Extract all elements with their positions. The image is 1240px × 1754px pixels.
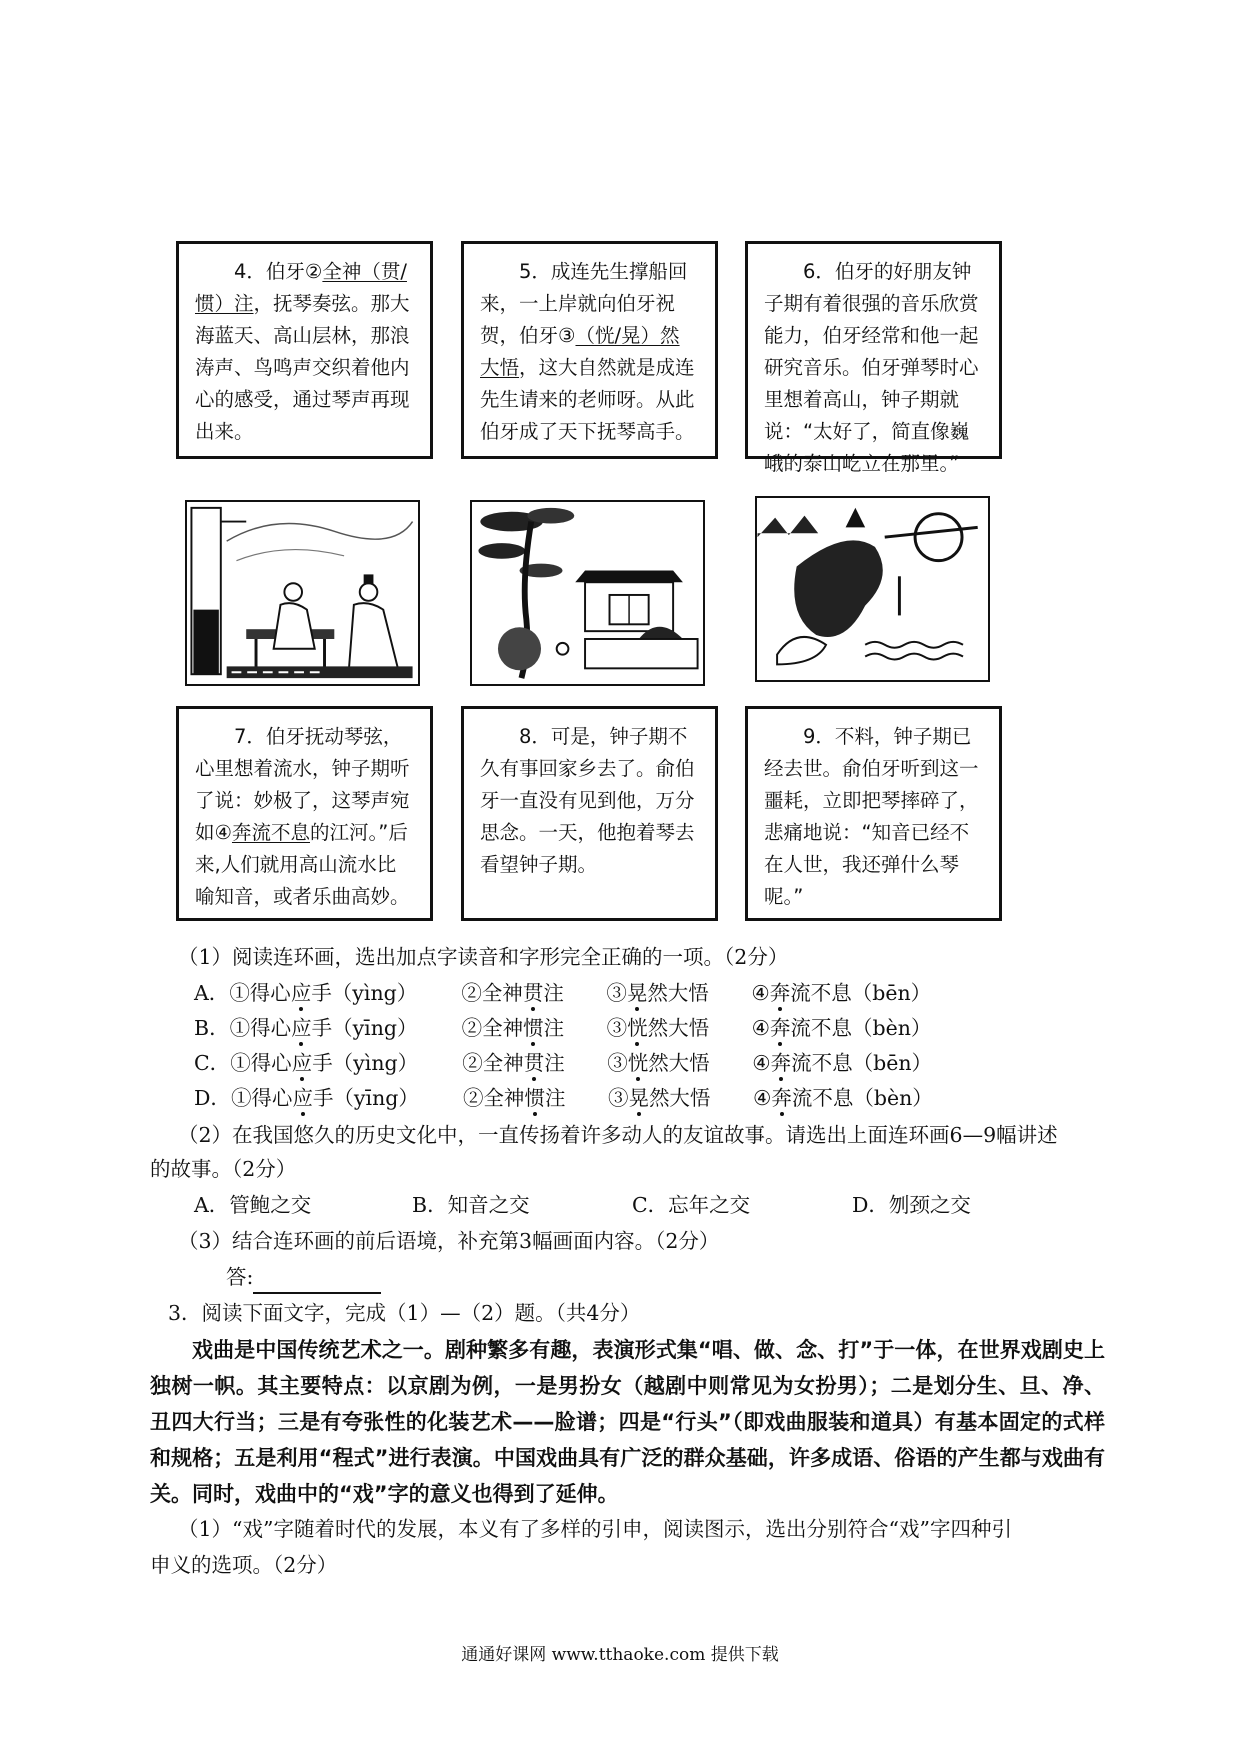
q2-option-d[interactable]: D．刎颈之交 [852,1193,971,1217]
opt-part: ③ [606,1016,628,1040]
illustration-two-scholars-playing-qin [185,500,420,686]
panel-text-pre: 8．可是，钟子期不久有事回家乡去了。俞伯牙一直没有见到他，万分思念。一天，他抱着琴去看望钟子期。 [480,725,695,876]
section3-subq1-line2: 申义的选项。（2分） [150,1553,338,1577]
comic-panel-6 [745,241,1002,475]
dotted-char: 惯 [523,1016,544,1040]
q3-answer-line [226,1260,381,1294]
option-letter: A． [194,981,230,1005]
q2-option-c[interactable]: C．忘年之交 [632,1193,751,1217]
pine-house-drawing [472,502,703,684]
dotted-char: 应 [290,981,312,1005]
panel-text-pre: 9．不料，钟子期已经去世。俞伯牙听到这一噩耗，立即把琴摔碎了，悲痛地说：“知音已经不在人世，我还弹什么琴呢。” [764,725,979,908]
dotted-char: 恍 [627,1051,649,1075]
dotted-char: 晃 [626,981,648,1005]
opt-part: 流不息（bēn） [791,1051,933,1075]
q1-option-c[interactable] [194,1046,932,1080]
comic-panel-9 [745,706,1002,921]
cliff-sun-drawing [757,498,988,680]
opt-part: 手（yìng） [311,981,418,1005]
opt-part: 然大悟 [648,1051,710,1075]
q2-stem-line2: 的故事。（2分） [150,1157,297,1181]
panel-text-post: ，抚琴奏弦。那大海蓝天、高山层林，那浪涛声、鸟鸣声交织着他内心的感受，通过琴声再现出来。 [195,292,410,443]
opt-part: ④ [751,1016,770,1040]
option-letter: B． [194,1016,230,1040]
opt-part: 注 [543,981,564,1005]
q1-option-d[interactable] [194,1081,933,1115]
q1-stem: （1）阅读连环画，选出加点字读音和字形完全正确的一项。（2分） [178,945,789,969]
dotted-char: 奔 [771,1086,792,1110]
opt-part: 注 [544,1051,565,1075]
q3-stem: （3）结合连环画的前后语境，补充第3幅画面内容。（2分） [178,1229,720,1253]
illustration-cliff-and-sun [755,496,990,682]
panel-text-pre: 5．成连先生撑船回来，一上岸就向伯牙祝贺，伯牙③ [480,260,688,347]
opt-part: 手（yīng） [312,1086,419,1110]
panel-text-underlined: （恍/晃）然大悟 [480,324,680,379]
option-letter: D． [194,1086,231,1110]
section3-subq1-line1: （1）“戏”字随着时代的发展，本义有了多样的引申，阅读图示，选出分别符合“戏”字四种引 [178,1517,1012,1541]
panel-text-pre: 6．伯牙的好朋友钟子期有着很强的音乐欣赏能力，伯牙经常和他一起研究音乐。伯牙弹琴时心里想着高山，钟子期就说：“太好了，简直像巍峨的泰山屹立在那里。” [764,260,979,475]
opt-part: 然大悟 [648,1086,711,1110]
dotted-char: 奔 [770,1051,792,1075]
opt-part: ①得心 [229,981,291,1005]
panel-text-underlined: 奔流不息 [231,821,310,844]
section3-title: 3．阅读下面文字，完成（1）—（2）题。（共4分） [168,1301,641,1325]
opt-part: ①得心 [230,1051,292,1075]
opt-part: ②全神 [461,981,523,1005]
q2-option-b[interactable]: B．知音之交 [412,1193,530,1217]
section3-paragraph: 戏曲是中国传统艺术之一。剧种繁多有趣，表演形式集“唱、做、念、打”于一体，在世界戏剧史上独树一帜。其主要特点：以京剧为例，一是男扮女（越剧中则常见为女扮男）；二是划分生、旦、净、丑四大行当；三是有夸张性的化装艺术——脸谱；四是“行头”（即戏曲服装和道具）有基本固定的式样和规格；五是利用“程式”进行表演。中国戏曲具有广泛的群众基础，许多成语、俗语的产生都与戏曲有关。同时，戏曲中的“戏”字的意义也得到了延伸。 [150,1338,1105,1506]
opt-part: ②全神 [461,1016,524,1040]
panel-text-pre: 4．伯牙② [234,260,323,283]
opt-part: ④ [751,981,770,1005]
opt-part: 然大悟 [647,1016,710,1040]
option-letter: C． [194,1051,231,1075]
opt-part: 流不息（bèn） [790,1016,932,1040]
comic-panel-7 [176,706,433,921]
opt-part: ④ [752,1086,772,1110]
dotted-char: 应 [291,1016,312,1040]
q1-option-a[interactable] [194,976,931,1010]
opt-part: 然大悟 [647,981,709,1005]
opt-part: ②全神 [462,1051,524,1075]
dotted-char: 应 [291,1051,313,1075]
dotted-char: 晃 [628,1086,649,1110]
page-footer: 通通好课网 www.tthaoke.com 提供下载 [461,1645,779,1665]
illustration-pine-tree-and-house [470,500,705,686]
q1-option-b[interactable] [194,1011,931,1045]
dotted-char: 贯 [522,981,544,1005]
opt-part: 手（yīng） [311,1016,418,1040]
comic-panel-8 [461,706,718,921]
opt-part: ④ [752,1051,771,1075]
dotted-char: 惯 [524,1086,545,1110]
comic-panel-4 [176,241,433,459]
comic-panel-5 [461,241,718,459]
dotted-char: 奔 [769,981,791,1005]
opt-part: ①得心 [229,1016,292,1040]
answer-label: 答: [226,1265,254,1289]
dotted-char: 应 [292,1086,313,1110]
opt-part: ③ [607,1086,629,1110]
q2-option-a[interactable]: A．管鲍之交 [194,1193,312,1217]
q2-stem-line1: （2）在我国悠久的历史文化中，一直传扬着许多动人的友谊故事。请选出上面连环画6—9幅讲述 [178,1123,1058,1147]
dotted-char: 恍 [627,1016,648,1040]
panel-text-underlined: 全神（贯/惯）注 [195,260,407,315]
dotted-char: 奔 [769,1016,791,1040]
opt-part: 注 [544,1086,566,1110]
opt-part: ③ [607,1051,628,1075]
panel-text-pre: 7．伯牙抚动琴弦，心里想着流水，钟子期听了说：妙极了，这琴声宛如④ [195,725,410,844]
answer-blank[interactable] [253,1268,381,1294]
opt-part: 注 [543,1016,565,1040]
opt-part: 手（yìng） [312,1051,419,1075]
opt-part: ②全神 [462,1086,525,1110]
opt-part: ③ [606,981,627,1005]
opt-part: ①得心 [230,1086,293,1110]
opt-part: 流不息（bèn） [791,1086,933,1110]
dotted-char: 贯 [523,1051,545,1075]
opt-part: 流不息（bēn） [790,981,932,1005]
panel-text-post: ，这大自然就是成连先生请来的老师呀。从此伯牙成了天下抚琴高手。 [480,356,695,443]
panel-text-post: 的江河。”后来,人们就用高山流水比喻知音，或者乐曲高妙。 [195,821,410,908]
scholars-drawing [187,502,418,684]
